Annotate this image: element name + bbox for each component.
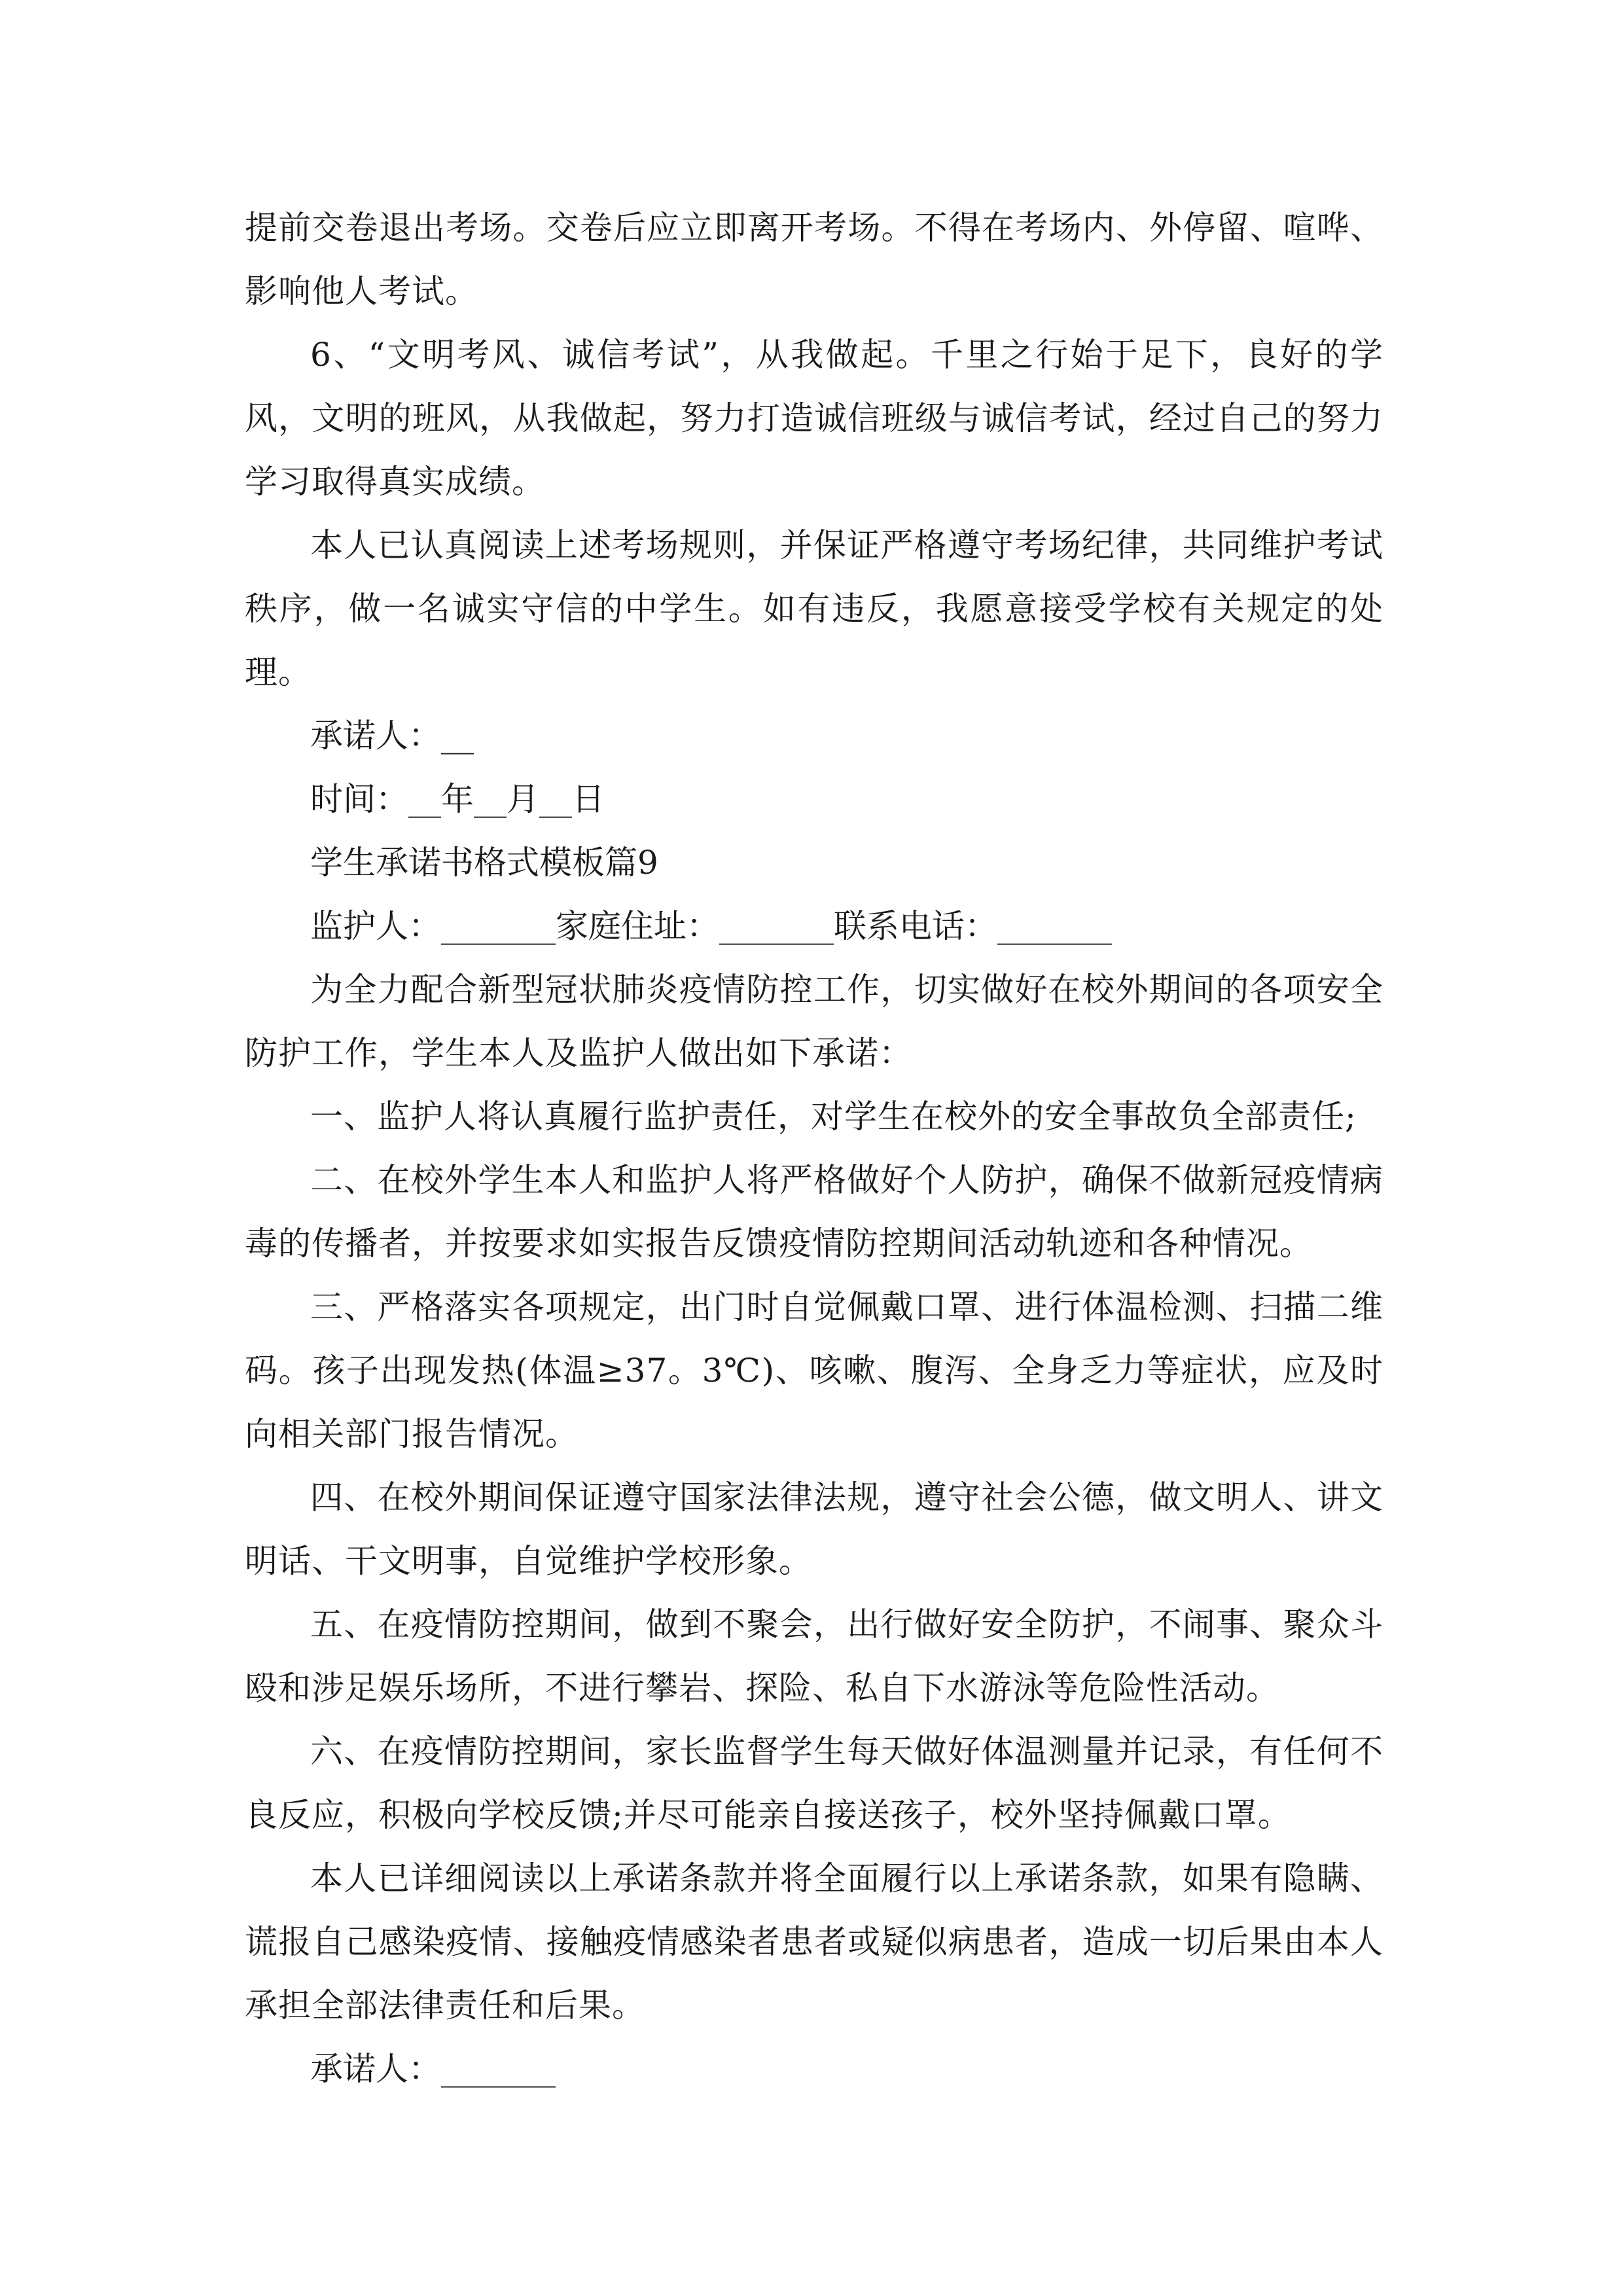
paragraph-exam-leave: 提前交卷退出考场。交卷后应立即离开考场。不得在考场内、外停留、喧哗、影响他人考试。 xyxy=(245,209,1383,310)
paragraph-item-6: 六、在疫情防控期间，家长监督学生每天做好体温测量并记录，有任何不良反应，积极向学校反馈;并尽可能亲自接送孩子，校外坚持佩戴口罩。 xyxy=(245,1732,1383,1834)
date-line: 时间：__年__月__日 xyxy=(310,780,605,818)
paragraph-final-pledge: 本人已详细阅读以上承诺条款并将全面履行以上承诺条款，如果有隐瞒、谎报自己感染疫情、接触疫情感染者患者或疑似病患者，造成一切后果由本人承担全部法律责任和后果。 xyxy=(245,1859,1383,2024)
pledger-signature-line-2: 承诺人：_______ xyxy=(310,2050,556,2088)
document-body xyxy=(245,196,1383,2101)
paragraph-civilized-exam: 6、“文明考风、诚信考试”，从我做起。千里之行始于足下，良好的学风，文明的班风，从我做起，努力打造诚信班级与诚信考试，经过自己的努力学习取得真实成绩。 xyxy=(245,336,1383,501)
paragraph-item-2: 二、在校外学生本人和监护人将严格做好个人防护，确保不做新冠疫情病毒的传播者，并按要求如实报告反馈疫情防控期间活动轨迹和各种情况。 xyxy=(245,1161,1383,1263)
paragraph-item-4: 四、在校外期间保证遵守国家法律法规，遵守社会公德，做文明人、讲文明话、干文明事，自觉维护学校形象。 xyxy=(245,1479,1383,1580)
paragraph-item-5: 五、在疫情防控期间，做到不聚会，出行做好安全防护，不闹事、聚众斗殴和涉足娱乐场所，不进行攀岩、探险、私自下水游泳等危险性活动。 xyxy=(245,1605,1383,1707)
paragraph-epidemic-intro: 为全力配合新型冠状肺炎疫情防控工作，切实做好在校外期间的各项安全防护工作，学生本人及监护人做出如下承诺： xyxy=(245,971,1383,1072)
section-title: 学生承诺书格式模板篇9 xyxy=(310,844,658,882)
paragraph-item-1: 一、监护人将认真履行监护责任，对学生在校外的安全事故负全部责任; xyxy=(310,1098,1357,1136)
guardian-info-line: 监护人：_______家庭住址：_______联系电话：_______ xyxy=(310,907,1112,945)
paragraph-exam-pledge: 本人已认真阅读上述考场规则，并保证严格遵守考场纪律，共同维护考试秩序，做一名诚实守信的中学生。如有违反，我愿意接受学校有关规定的处理。 xyxy=(245,526,1383,691)
paragraph-item-3: 三、严格落实各项规定，出门时自觉佩戴口罩、进行体温检测、扫描二维码。孩子出现发热(体温≥37。3℃)、咳嗽、腹泻、全身乏力等症状，应及时向相关部门报告情况。 xyxy=(245,1288,1383,1453)
pledger-signature-line: 承诺人：__ xyxy=(310,717,474,755)
